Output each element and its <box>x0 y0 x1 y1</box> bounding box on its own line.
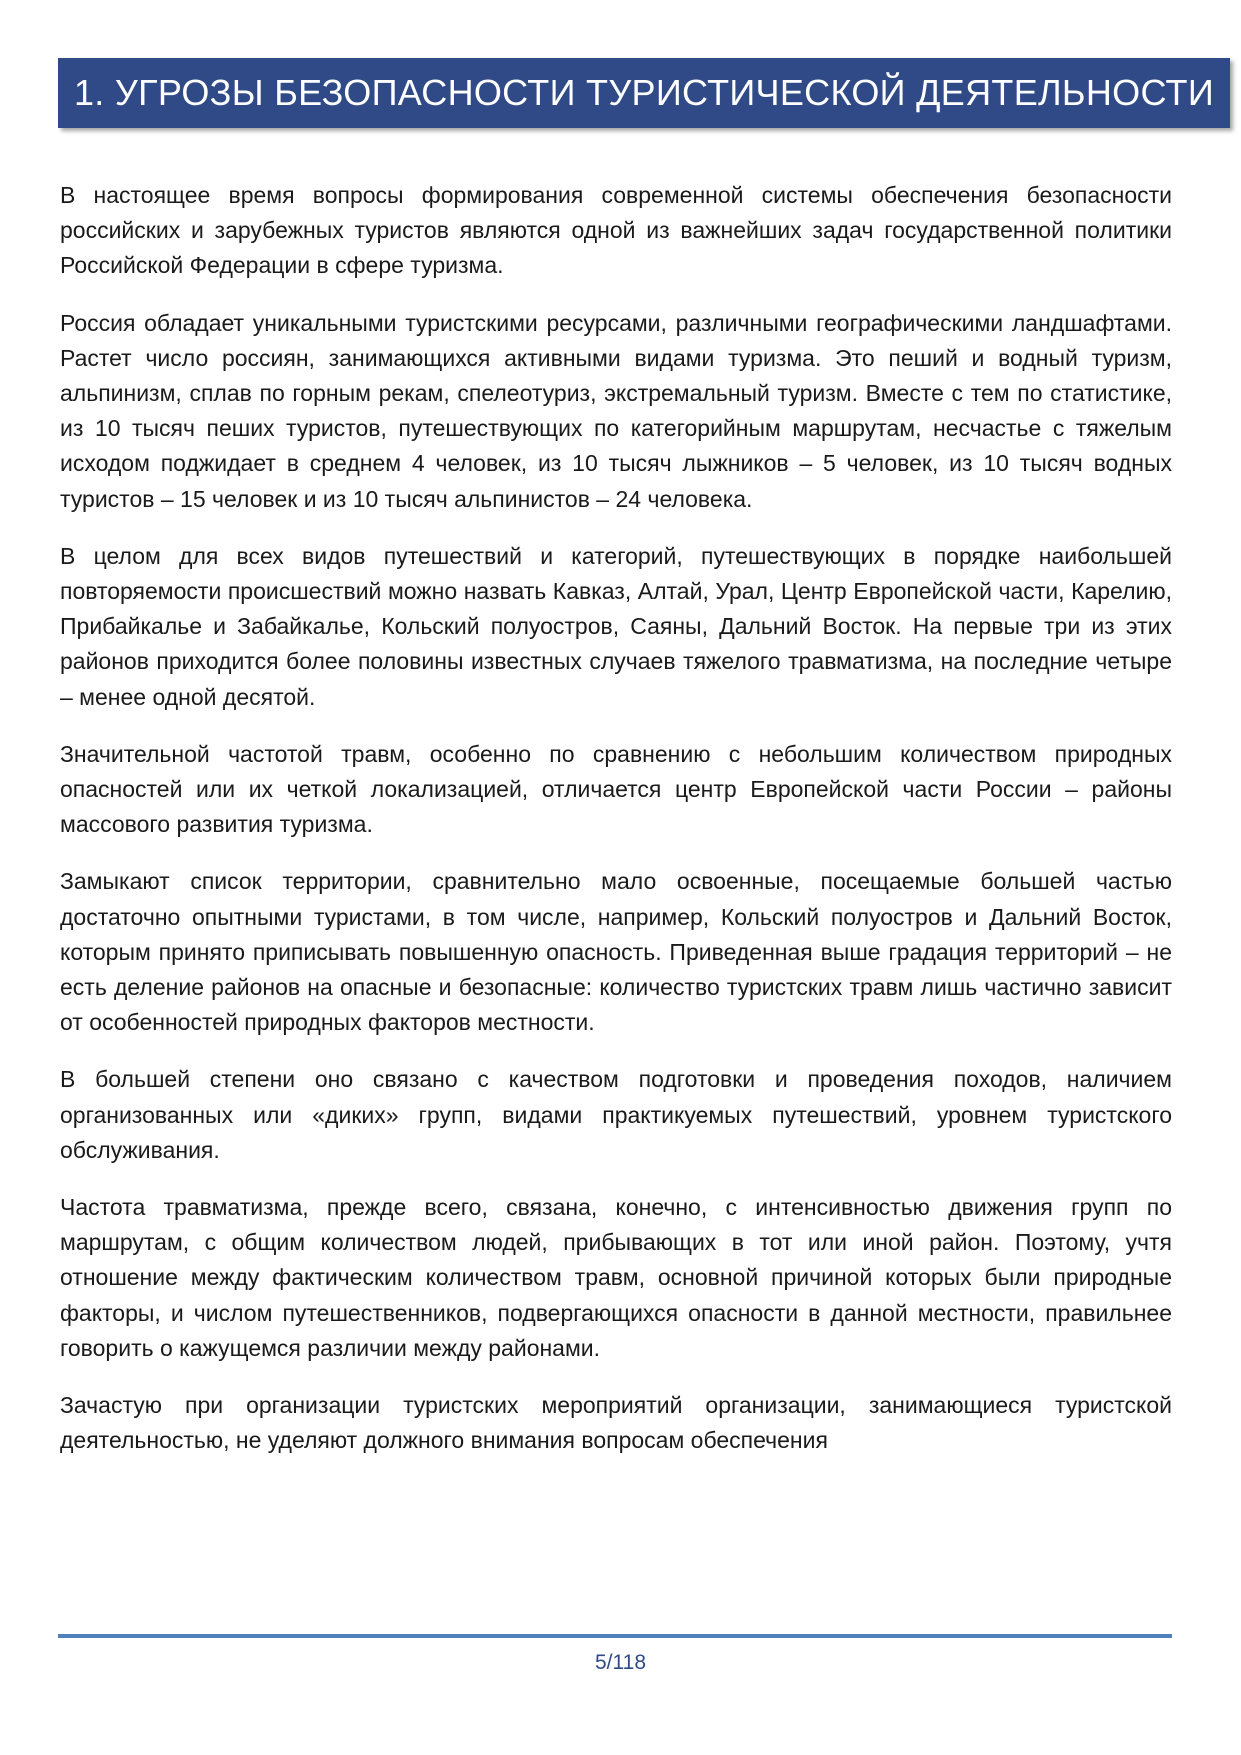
page-number: 5/118 <box>595 1651 646 1674</box>
paragraph: Замыкают список территории, сравнительно мало освоенные, посещаемые большей частью достаточно опытными туристами, в том числе, например, Кольский полуостров и Дальний Восток, которым принято приписывать повышенную опасность. Приведенная выше градация территорий – не есть деление районов на опасные и безопасные: количество туристских травм лишь частично зависит от особенностей природных факторов местности. <box>60 868 1172 1036</box>
paragraph: Частота травматизма, прежде всего, связана, конечно, с интенсивностью движения групп по маршрутам, с общим количеством людей, прибывающих в тот или иной район. Поэтому, учтя отношение между фактическим количеством травм, основной причиной которых были природные факторы, и числом путешественников, подвергающихся опасности в данной местности, правильнее говорить о кажущемся различии между районами. <box>60 1194 1172 1361</box>
paragraph: В большей степени оно связано с качеством подготовки и проведения походов, наличием организованных или «диких» групп, видами практикуемых путешествий, уровнем туристского обслуживания. <box>60 1066 1172 1163</box>
paragraph: Россия обладает уникальными туристскими ресурсами, различными географическими ландшафтами. Растет число россиян, занимающихся активными видами туризма. Это пеший и водный туризм, альпинизм, сплав по горным рекам, спелеотуриз, экстремальный туризм. Вместе с тем по статистике, из 10 тысяч пеших туристов, путешествующих по категорийным маршрутам, несчастье с тяжелым исходом поджидает в среднем 4 человек, из 10 тысяч лыжников – 5 человек, из 10 тысяч водных туристов – 15 человек и из 10 тысяч альпинистов – 24 человека. <box>60 309 1172 512</box>
section-heading-bar <box>58 58 1230 128</box>
footer-divider <box>58 1634 1172 1638</box>
paragraph: В целом для всех видов путешествий и категорий, путешествующих в порядке наибольшей повторяемости происшествий можно назвать Кавказ, Алтай, Урал, Центр Европейской части, Карелию, Прибайкалье и Забайкалье, Кольский полуостров, Саяны, Дальний Восток. На первые три из этих районов приходится более половины известных случаев тяжелого травматизма, на последние четыре – менее одной десятой. <box>60 542 1172 710</box>
document-body <box>60 178 1172 1481</box>
paragraph: В настоящее время вопросы формирования современной системы обеспечения безопасности российских и зарубежных туристов являются одной из важнейших задач государственной политики Российской Федерации в сфере туризма. <box>60 182 1172 279</box>
paragraph: Значительной частотой травм, особенно по сравнению с небольшим количеством природных опасностей или их четкой локализацией, отличается центр Европейской части России – районы массового развития туризма. <box>60 740 1172 838</box>
section-heading: 1. УГРОЗЫ БЕЗОПАСНОСТИ ТУРИСТИЧЕСКОЙ ДЕЯТЕЛЬНОСТИ <box>73 72 1215 113</box>
paragraph: Зачастую при организации туристских мероприятий организации, занимающиеся туристской деятельностью, не уделяют должного внимания вопросам обеспечения <box>60 1392 1172 1454</box>
